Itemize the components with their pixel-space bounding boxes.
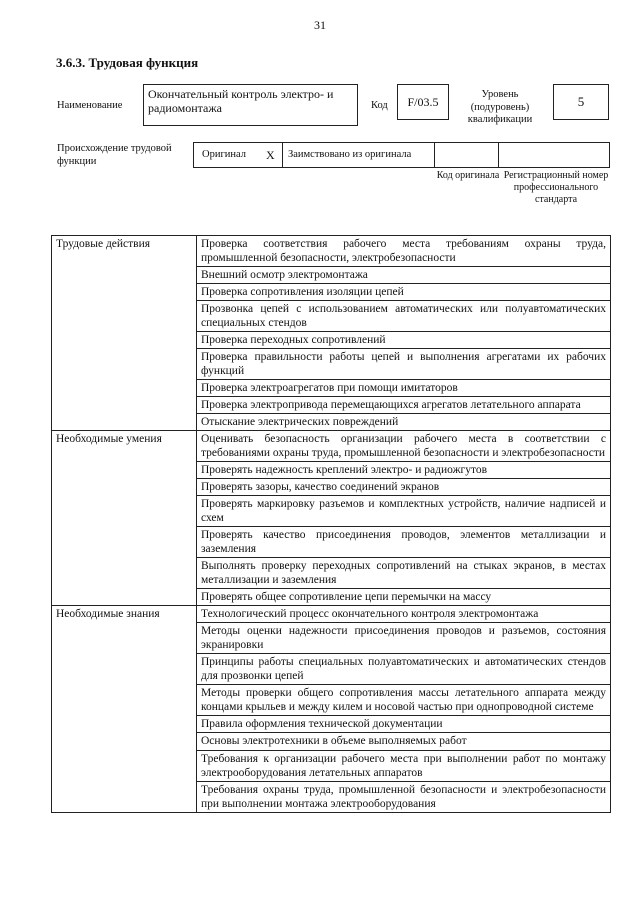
- section-title: Необходимые знания: [52, 606, 197, 812]
- reg-number-label: Регистрационный номер профессионального стандарта: [503, 170, 609, 205]
- divider: [434, 143, 435, 167]
- level-value-box: 5: [553, 84, 609, 120]
- section-heading: 3.6.3. Трудовая функция: [56, 55, 199, 70]
- table-row: [52, 431, 611, 462]
- origin-label: Происхождение трудовой функции: [57, 143, 172, 167]
- page-number: 31: [314, 18, 326, 32]
- section-item: Проверять надежность креплений электро- и радиожгутов: [197, 462, 611, 479]
- function-name-box: Окончательный контроль электро- и радиомонтажа: [143, 84, 358, 126]
- code-original-label: Код оригинала: [436, 170, 500, 181]
- section-item: Выполнять проверку переходных сопротивлений на стыках экранов, в местах металлизации и заземления: [197, 558, 611, 589]
- section-item: Прозвонка цепей с использованием автоматических или полуавтоматических специальных стендов: [197, 301, 611, 332]
- section-item: Отыскание электрических повреждений: [197, 414, 611, 431]
- section-item: Правила оформления технической документации: [197, 716, 611, 733]
- section-item: Проверять качество присоединения проводов, элементов металлизации и заземления: [197, 527, 611, 558]
- origin-mark: X: [266, 148, 275, 162]
- level-label: Уровень (подуровень) квалификации: [467, 89, 533, 126]
- section-item: Принципы работы специальных полуавтоматических и автоматических стендов для прозвонки цепей: [197, 654, 611, 685]
- section-item: Требования к организации рабочего места при выполнении работ по монтажу электрооборудования летательных аппаратов: [197, 750, 611, 781]
- section-item: Методы оценки надежности присоединения проводов и разъемов, состояния экранировки: [197, 623, 611, 654]
- section-item: Требования охраны труда, промышленной безопасности и электробезопасности при выполнении монтажа электрооборудования: [197, 781, 611, 812]
- section-item: Методы проверки общего сопротивления массы летательного аппарата между концами крыльев и между килем и носовой частью при однопроводной системе: [197, 685, 611, 716]
- table-row: [52, 606, 611, 623]
- section-item: Проверка правильности работы цепей и выполнения агрегатами их рабочих функций: [197, 349, 611, 380]
- table-row: [52, 236, 611, 267]
- section-item: Проверка электропривода перемещающихся агрегатов летательного аппарата: [197, 397, 611, 414]
- origin-borrowed-cell: Заимствовано из оригинала: [288, 149, 412, 160]
- section-item: Технологический процесс окончательного контроля электромонтажа: [197, 606, 611, 623]
- section-item: Проверка соответствия рабочего места требованиям охраны труда, промышленной безопасности, электробезопасности: [197, 236, 611, 267]
- section-item: Проверка сопротивления изоляции цепей: [197, 284, 611, 301]
- code-value-box: F/03.5: [397, 84, 449, 120]
- name-label: Наименование: [57, 100, 123, 111]
- section-item: Оценивать безопасность организации рабочего места в соответствии с требованиями охраны труда, промышленной безопасности и электробезопасности: [197, 431, 611, 462]
- origin-original-cell: Оригинал: [202, 149, 246, 160]
- function-details-table: [51, 235, 611, 813]
- section-title: Трудовые действия: [52, 236, 197, 431]
- divider: [498, 143, 499, 167]
- section-item: Проверять зазоры, качество соединений экранов: [197, 479, 611, 496]
- section-item: Проверка электроагрегатов при помощи имитаторов: [197, 380, 611, 397]
- section-item: Проверять общее сопротивление цепи перемычки на массу: [197, 589, 611, 606]
- section-item: Внешний осмотр электромонтажа: [197, 267, 611, 284]
- section-item: Проверка переходных сопротивлений: [197, 332, 611, 349]
- section-title: Необходимые умения: [52, 431, 197, 606]
- code-label: Код: [371, 100, 388, 111]
- origin-row: [193, 142, 610, 168]
- section-item: Основы электротехники в объеме выполняемых работ: [197, 733, 611, 750]
- divider: [282, 143, 283, 167]
- section-item: Проверять маркировку разъемов и комплектных устройств, наличие надписей и схем: [197, 496, 611, 527]
